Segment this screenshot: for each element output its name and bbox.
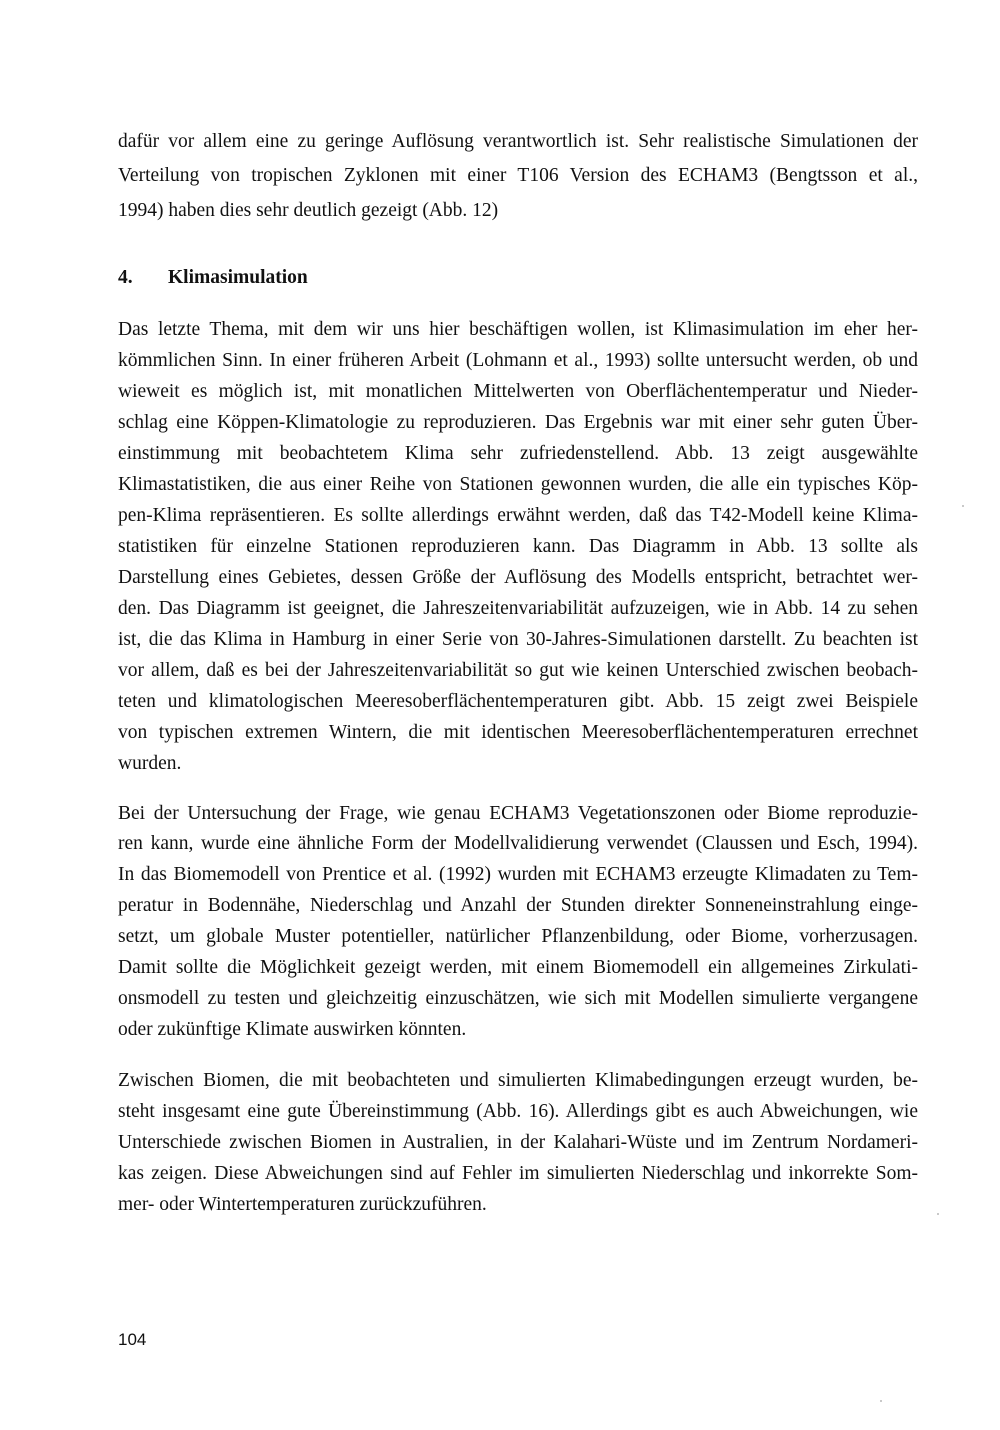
text-line: kömmlichen Sinn. In einer früheren Arbeit (Lohmann et al., 1993) sollte untersucht werden, ob und bbox=[118, 350, 918, 371]
scan-speck bbox=[937, 1213, 939, 1215]
section-title: Klimasimulation bbox=[168, 267, 308, 288]
text-line: teten und klimatologischen Meeresoberflächentemperaturen gibt. Abb. 15 zeigt zwei Beispiele bbox=[118, 691, 918, 712]
section-number: 4. bbox=[118, 267, 133, 288]
text-line: Klimastatistiken, die aus einer Reihe von Stationen gewonnen wurden, die alle ein typisches Köp- bbox=[118, 474, 918, 495]
text-line: Das letzte Thema, mit dem wir uns hier beschäftigen wollen, ist Klimasimulation im eher her- bbox=[118, 319, 918, 340]
text-line: oder zukünftige Klimate auswirken könnten. bbox=[118, 1019, 467, 1040]
text-line: In das Biomemodell von Prentice et al. (1992) wurden mit ECHAM3 erzeugte Klimadaten zu Tem- bbox=[118, 864, 918, 885]
text-line: Darstellung eines Gebietes, dessen Größe der Auflösung des Modells entspricht, betrachtet wer- bbox=[118, 567, 918, 588]
text-line: steht insgesamt eine gute Übereinstimmung (Abb. 16). Allerdings gibt es auch Abweichungen, wie bbox=[118, 1101, 918, 1122]
text-line: dafür vor allem eine zu geringe Auflösung verantwortlich ist. Sehr realistische Simulationen der bbox=[118, 131, 918, 152]
scan-speck bbox=[880, 1400, 882, 1402]
text-line: Unterschiede zwischen Biomen in Australien, in der Kalahari-Wüste und im Zentrum Nordameri- bbox=[118, 1132, 918, 1153]
text-line: Zwischen Biomen, die mit beobachteten und simulierten Klimabedingungen erzeugt wurden, be- bbox=[118, 1070, 918, 1091]
text-line: mer- oder Wintertemperaturen zurückzuführen. bbox=[118, 1194, 487, 1215]
text-line: einstimmung mit beobachtetem Klima sehr zufriedenstellend. Abb. 13 zeigt ausgewählte bbox=[118, 443, 918, 464]
text-line: von typischen extremen Wintern, die mit identischen Meeresoberflächentemperaturen errechnet bbox=[118, 722, 918, 743]
text-line: setzt, um globale Muster potentieller, natürlicher Pflanzenbildung, oder Biome, vorherzusagen. bbox=[118, 926, 918, 947]
text-line: Verteilung von tropischen Zyklonen mit einer T106 Version des ECHAM3 (Bengtsson et al., bbox=[118, 165, 918, 186]
text-line: den. Das Diagramm ist geeignet, die Jahreszeitenvariabilität aufzuzeigen, wie in Abb. 14 zu sehen bbox=[118, 598, 918, 619]
text-line: Damit sollte die Möglichkeit gezeigt werden, mit einem Biomemodell ein allgemeines Zirkulati- bbox=[118, 957, 918, 978]
text-line: ren kann, wurde eine ähnliche Form der Modellvalidierung verwendet (Claussen und Esch, 1994). bbox=[118, 833, 918, 854]
text-line: Bei der Untersuchung der Frage, wie genau ECHAM3 Vegetationszonen oder Biome reproduzie- bbox=[118, 803, 918, 824]
text-line: wieweit es möglich ist, mit monatlichen Mittelwerten von Oberflächentemperatur und Nieder- bbox=[118, 381, 918, 402]
text-line: onsmodell zu testen und gleichzeitig einzuschätzen, wie sich mit Modellen simulierte vergangene bbox=[118, 988, 918, 1009]
text-line: wurden. bbox=[118, 753, 182, 774]
text-line: pen-Klima repräsentieren. Es sollte allerdings erwähnt werden, daß das T42-Modell keine Klima- bbox=[118, 505, 918, 526]
text-line: 1994) haben dies sehr deutlich gezeigt (Abb. 12) bbox=[118, 200, 499, 221]
page-number: 104 bbox=[118, 1330, 147, 1349]
text-line: peratur in Bodennähe, Niederschlag und Anzahl der Stunden direkter Sonneneinstrahlung einge- bbox=[118, 895, 918, 916]
text-line: vor allem, daß es bei der Jahreszeitenvariabilität so gut wie keinen Unterschied zwischen beobach- bbox=[118, 660, 918, 681]
text-line: schlag eine Köppen-Klimatologie zu reproduzieren. Das Ergebnis war mit einer sehr guten Über- bbox=[118, 412, 918, 433]
scan-speck bbox=[962, 505, 964, 507]
text-line: kas zeigen. Diese Abweichungen sind auf Fehler im simulierten Niederschlag und inkorrekte Som- bbox=[118, 1163, 918, 1184]
text-line: ist, die das Klima in Hamburg in einer Serie von 30-Jahres-Simulationen darstellt. Zu beachten ist bbox=[118, 629, 918, 650]
text-line: statistiken für einzelne Stationen reproduzieren kann. Das Diagramm in Abb. 13 sollte als bbox=[118, 536, 918, 557]
section-heading bbox=[118, 263, 308, 293]
